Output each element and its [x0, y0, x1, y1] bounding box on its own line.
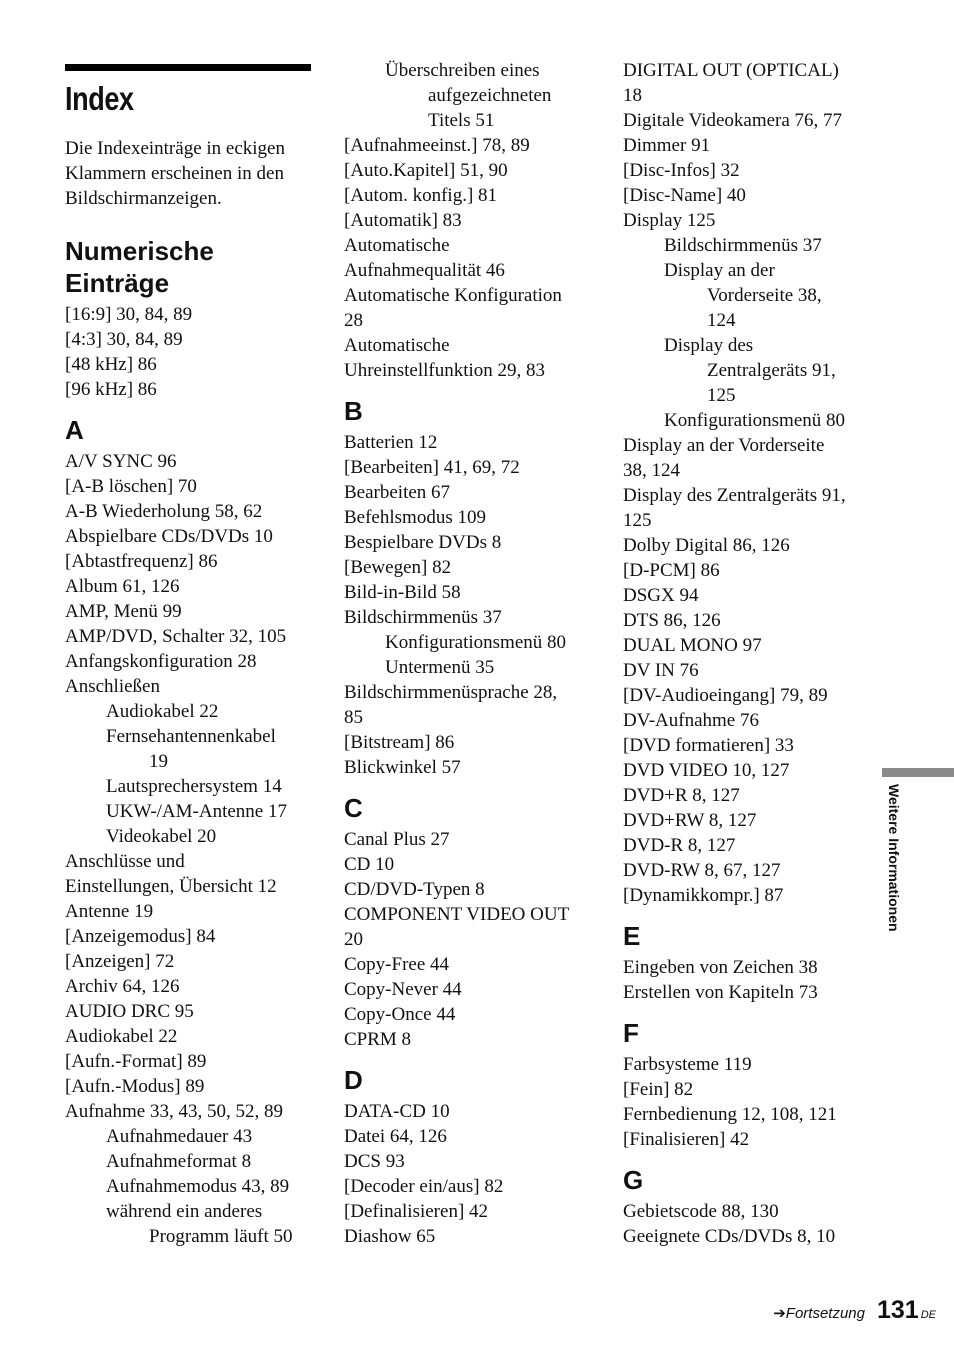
index-entry: [Aufn.-Modus] 89 — [65, 1076, 205, 1097]
index-entry: 28 — [344, 310, 363, 331]
index-entry: DV-Aufnahme 76 — [623, 710, 759, 731]
section-heading: A — [65, 415, 84, 445]
index-entry: Audiokabel 22 — [65, 1026, 178, 1047]
section-heading: F — [623, 1018, 639, 1048]
index-entry: Batterien 12 — [344, 432, 438, 453]
index-entry: 125 — [707, 385, 736, 406]
index-entry: DIGITAL OUT (OPTICAL) — [623, 60, 839, 81]
index-entry: [4:3] 30, 84, 89 — [65, 329, 183, 350]
index-entry: während ein anderes — [106, 1201, 263, 1222]
section-heading: C — [344, 793, 363, 823]
index-entry: Anschlüsse und — [65, 851, 185, 872]
index-entry: aufgezeichneten — [428, 85, 552, 106]
index-entry: Datei 64, 126 — [344, 1126, 447, 1147]
index-entry: Copy-Once 44 — [344, 1004, 456, 1025]
index-entry: Programm läuft 50 — [149, 1226, 293, 1247]
index-entry: Audiokabel 22 — [106, 701, 219, 722]
index-entry: 125 — [623, 510, 652, 531]
index-entry: 85 — [344, 707, 363, 728]
index-entry: AUDIO DRC 95 — [65, 1001, 194, 1022]
index-entry: DTS 86, 126 — [623, 610, 721, 631]
index-entry: Lautsprechersystem 14 — [106, 776, 282, 797]
index-entry: [Auto.Kapitel] 51, 90 — [344, 160, 508, 181]
index-entry: Videokabel 20 — [106, 826, 217, 847]
index-entry: DVD+RW 8, 127 — [623, 810, 757, 831]
index-entry: CPRM 8 — [344, 1029, 412, 1050]
index-entry: Bildschirmmenüs 37 — [664, 235, 822, 256]
index-entry: Bearbeiten 67 — [344, 482, 451, 503]
index-entry: Geeignete CDs/DVDs 8, 10 — [623, 1226, 836, 1247]
index-entry: [Definalisieren] 42 — [344, 1201, 489, 1222]
index-entry: Anfangskonfiguration 28 — [65, 651, 257, 672]
index-entry: [Bearbeiten] 41, 69, 72 — [344, 457, 520, 478]
index-entry: [Aufnahmeeinst.] 78, 89 — [344, 135, 530, 156]
index-entry: DSGX 94 — [623, 585, 699, 606]
index-entry: DV IN 76 — [623, 660, 699, 681]
index-entry: [Aufn.-Format] 89 — [65, 1051, 207, 1072]
index-entry: CD 10 — [344, 854, 395, 875]
section-tab-label — [880, 784, 908, 954]
index-entry: Uhreinstellfunktion 29, 83 — [344, 360, 546, 381]
section-tab-text: Weitere Informationen — [886, 784, 902, 932]
index-entry: Digitale Videokamera 76, 77 — [623, 110, 843, 131]
index-entry: Fernsehantennenkabel — [106, 726, 276, 747]
index-entry: [Finalisieren] 42 — [623, 1129, 750, 1150]
index-entry: Gebietscode 88, 130 — [623, 1201, 779, 1222]
index-entry: Copy-Never 44 — [344, 979, 462, 1000]
index-entry: UKW-/AM-Antenne 17 — [106, 801, 287, 822]
section-tab-bar — [882, 768, 954, 777]
index-entry: [Automatik] 83 — [344, 210, 462, 231]
index-entry: DATA-CD 10 — [344, 1101, 450, 1122]
index-entry: [Dynamikkompr.] 87 — [623, 885, 784, 906]
index-entry: [Disc-Name] 40 — [623, 185, 746, 206]
index-entry: [Anzeigen] 72 — [65, 951, 175, 972]
index-entry: Dimmer 91 — [623, 135, 711, 156]
index-entry: 38, 124 — [623, 460, 680, 481]
index-entry: [Anzeigemodus] 84 — [65, 926, 216, 947]
index-entry: 124 — [707, 310, 736, 331]
index-entry: Aufnahmequalität 46 — [344, 260, 505, 281]
index-entry: Einstellungen, Übersicht 12 — [65, 876, 277, 897]
index-entry: Fernbedienung 12, 108, 121 — [623, 1104, 837, 1125]
index-entry: Antenne 19 — [65, 901, 154, 922]
index-entry: [48 kHz] 86 — [65, 354, 157, 375]
section-heading: E — [623, 921, 641, 951]
index-entry: AMP, Menü 99 — [65, 601, 182, 622]
index-entry: Befehlsmodus 109 — [344, 507, 486, 528]
index-entry: Aufnahmemodus 43, 89 — [106, 1176, 290, 1197]
index-entry: Bildschirmmenüs 37 — [344, 607, 502, 628]
index-entry: A-B Wiederholung 58, 62 — [65, 501, 263, 522]
index-entry: A/V SYNC 96 — [65, 451, 177, 472]
index-entry: Blickwinkel 57 — [344, 757, 461, 778]
arrow-right-icon: ➔ — [773, 1305, 786, 1322]
index-column-2 — [344, 58, 599, 1249]
index-entry: COMPONENT VIDEO OUT — [344, 904, 570, 925]
index-entry: Display 125 — [623, 210, 716, 231]
index-entry: Anschließen — [65, 676, 160, 697]
intro-text: Die Indexeinträge in eckigen Klammern erscheinen in den Bildschirmanzeigen. — [65, 138, 285, 209]
section-heading: Numerische Einträge — [65, 236, 214, 298]
section-heading: B — [344, 396, 363, 426]
title-rule — [65, 64, 311, 71]
index-entry: Display des Zentralgeräts 91, — [623, 485, 846, 506]
index-entry: Display an der — [664, 260, 775, 281]
index-entry: Bild-in-Bild 58 — [344, 582, 461, 603]
page-number: 131 — [877, 1296, 919, 1324]
index-entry: [16:9] 30, 84, 89 — [65, 304, 193, 325]
index-entry: [Fein] 82 — [623, 1079, 694, 1100]
index-entry: Album 61, 126 — [65, 576, 180, 597]
index-entry: Konfigurationsmenü 80 — [385, 632, 567, 653]
index-entry: DVD VIDEO 10, 127 — [623, 760, 790, 781]
index-entry: Aufnahmeformat 8 — [106, 1151, 252, 1172]
index-entry: Automatische Konfiguration — [344, 285, 562, 306]
index-entry: CD/DVD-Typen 8 — [344, 879, 485, 900]
index-entry: Abspielbare CDs/DVDs 10 — [65, 526, 273, 547]
index-entry: 18 — [623, 85, 642, 106]
index-entry: Diashow 65 — [344, 1226, 436, 1247]
index-column-3 — [623, 58, 878, 1249]
index-entry: DVD-R 8, 127 — [623, 835, 736, 856]
index-entry: 20 — [344, 929, 363, 950]
index-entry: [Bewegen] 82 — [344, 557, 452, 578]
index-entry: [Abtastfrequenz] 86 — [65, 551, 218, 572]
index-entry: Canal Plus 27 — [344, 829, 450, 850]
page-language: DE — [920, 1309, 936, 1321]
index-entry: Automatische — [344, 335, 450, 356]
index-entry: [DV-Audioeingang] 79, 89 — [623, 685, 828, 706]
index-column-1 — [65, 58, 320, 1249]
index-entry: Eingeben von Zeichen 38 — [623, 957, 818, 978]
index-entry: Bildschirmmenüsprache 28, — [344, 682, 558, 703]
index-entry: Bespielbare DVDs 8 — [344, 532, 502, 553]
index-entry: DUAL MONO 97 — [623, 635, 762, 656]
index-entry: Titels 51 — [428, 110, 495, 131]
index-entry: Aufnahme 33, 43, 50, 52, 89 — [65, 1101, 283, 1122]
index-entry: Überschreiben eines — [385, 60, 540, 81]
index-entry: [96 kHz] 86 — [65, 379, 157, 400]
index-entry: Zentralgeräts 91, — [707, 360, 836, 381]
index-entry: Copy-Free 44 — [344, 954, 450, 975]
index-entry: Erstellen von Kapiteln 73 — [623, 982, 818, 1003]
index-entry: DVD+R 8, 127 — [623, 785, 740, 806]
index-entry: Archiv 64, 126 — [65, 976, 180, 997]
index-entry: [A-B löschen] 70 — [65, 476, 197, 497]
index-entry: Untermenü 35 — [385, 657, 495, 678]
index-entry: DCS 93 — [344, 1151, 405, 1172]
index-entry: Display an der Vorderseite — [623, 435, 825, 456]
continued-label: Fortsetzung — [785, 1305, 865, 1322]
index-entry: AMP/DVD, Schalter 32, 105 — [65, 626, 287, 647]
index-entry: DVD-RW 8, 67, 127 — [623, 860, 781, 881]
index-entry: [Bitstream] 86 — [344, 732, 455, 753]
index-entry: Konfigurationsmenü 80 — [664, 410, 846, 431]
index-entry: Display des — [664, 335, 754, 356]
index-entry: [DVD formatieren] 33 — [623, 735, 794, 756]
index-entry: [Decoder ein/aus] 82 — [344, 1176, 504, 1197]
index-entry: [Autom. konfig.] 81 — [344, 185, 498, 206]
index-entry: 19 — [149, 751, 168, 772]
index-entry: Aufnahmedauer 43 — [106, 1126, 253, 1147]
index-entry: Vorderseite 38, — [707, 285, 822, 306]
section-heading: G — [623, 1165, 644, 1195]
page-footer — [773, 1296, 936, 1325]
index-entry: Dolby Digital 86, 126 — [623, 535, 790, 556]
page-title: Index — [65, 80, 134, 117]
index-entry: [D-PCM] 86 — [623, 560, 720, 581]
index-entry: [Disc-Infos] 32 — [623, 160, 740, 181]
index-entry: Automatische — [344, 235, 450, 256]
section-heading: D — [344, 1065, 363, 1095]
index-entry: Farbsysteme 119 — [623, 1054, 752, 1075]
